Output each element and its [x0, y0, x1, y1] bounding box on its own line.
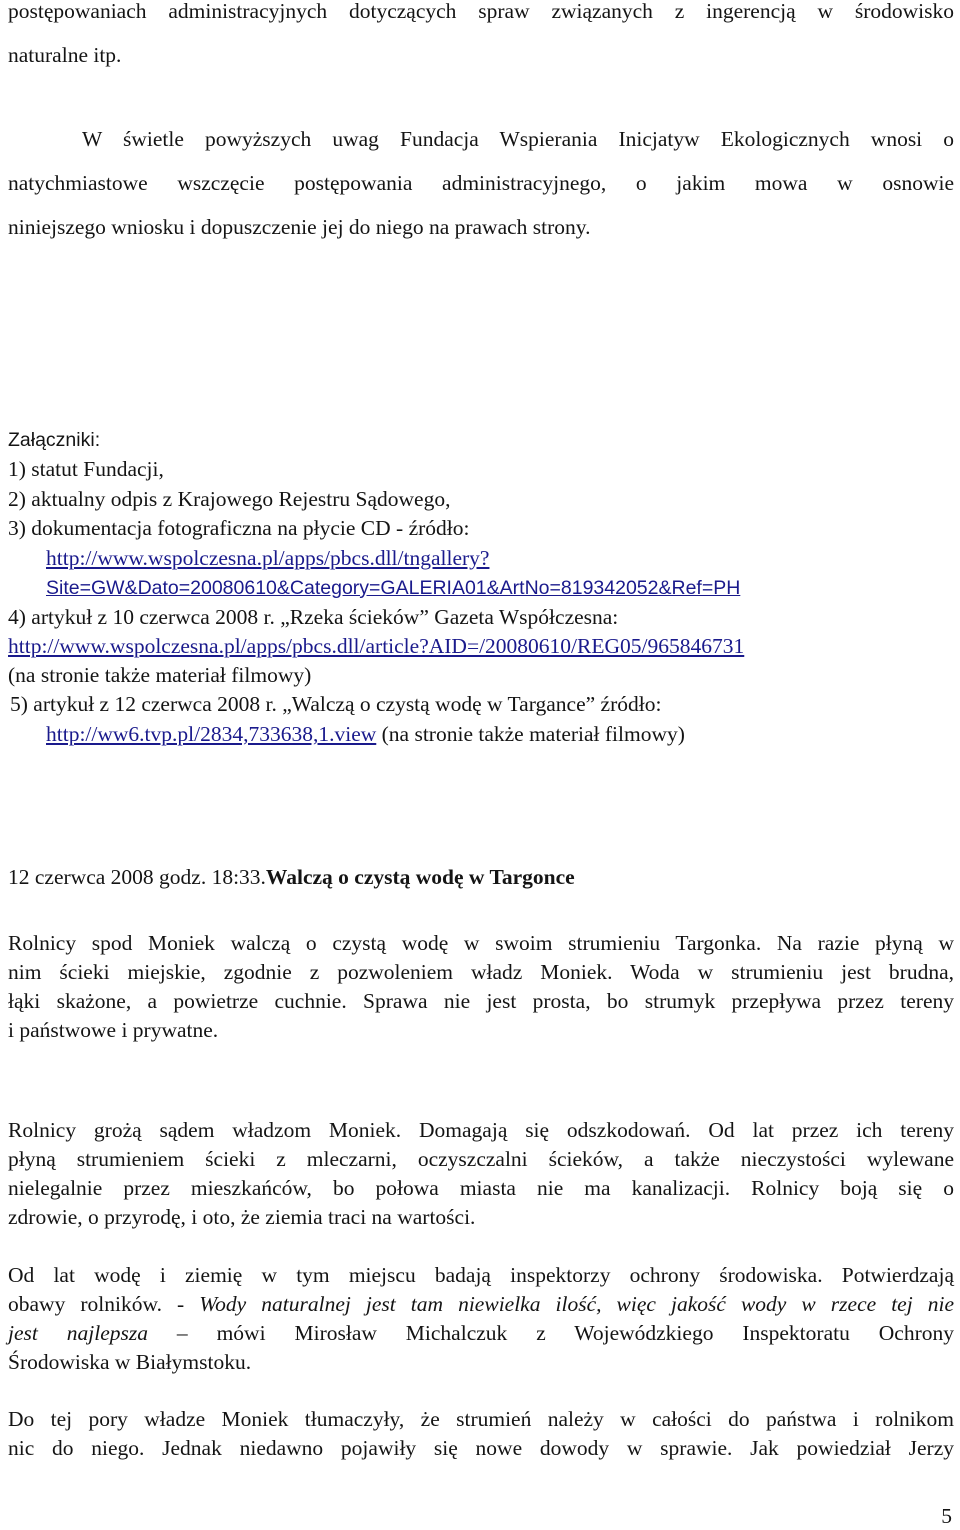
article-p1-line-3: łąki skażone, a powietrze cuchnie. Sprawa nie jest prosta, bo strumyk przepływa przez tereny [8, 989, 954, 1013]
article-p2-line-3: nielegalnie przez mieszkańców, bo połowa miasta nie ma kanalizacji. Rolnicy boją się o [8, 1176, 954, 1200]
article-p1-line-4: i państwowe i prywatne. [8, 1018, 219, 1042]
request-line-1: W świetle powyższych uwag Fundacja Wspierania Inicjatyw Ekologicznych wnosi o [82, 127, 954, 151]
article-title: Walczą o czystą wodę w Targonce [265, 865, 575, 889]
article-p1-line-1: Rolnicy spod Moniek walczą o czystą wodę w swoim strumieniu Targonka. Na razie płyną w [8, 931, 954, 955]
article-dateline: 12 czerwca 2008 godz. 18:33. [8, 865, 266, 889]
attachment-item-2: 2) aktualny odpis z Krajowego Rejestru Sądowego, [8, 487, 451, 511]
article-quote-part-1: Wody naturalnej jest tam niewielka ilość, więc jakość wody w rzece tej nie [199, 1292, 954, 1316]
article-p3-line-3 [8, 1320, 954, 1346]
article-p4-line-2: nic do niego. Jednak niedawno pojawiły się nowe dowody w sprawie. Jak powiedział Jerzy [8, 1436, 954, 1460]
intro-line-2: naturalne itp. [8, 43, 122, 67]
attachment-item-3-link-a[interactable] [46, 545, 954, 571]
intro-line-1: postępowaniach administracyjnych dotyczących spraw związanych z ingerencją w środowisko [8, 0, 954, 23]
article-p4-line-1: Do tej pory władze Moniek tłumaczyły, że strumień należy w całości do państwa i rolnikom [8, 1407, 954, 1431]
attachment-item-1: 1) statut Fundacji, [8, 457, 164, 481]
attachment-item-3 [8, 515, 954, 541]
attachment-item-5-note: (na stronie także materiał filmowy) [376, 722, 685, 746]
attachment-item-4: 4) artykuł z 10 czerwca 2008 r. „Rzeka ścieków” Gazeta Współczesna: [8, 605, 619, 629]
gallery-link[interactable]: http://www.wspolczesna.pl/apps/pbcs.dll/tngallery? [46, 546, 490, 570]
attachment-item-5: 5) artykuł z 12 czerwca 2008 r. „Walczą o czystą wodę w Targance” źródło: [10, 692, 662, 716]
article-p3-line-2 [8, 1291, 954, 1317]
attachment-item-3-link-b[interactable] [46, 574, 954, 601]
article-p3-line-4: Środowiska w Białymstoku. [8, 1350, 252, 1374]
article-p3-line-3-plain: – mówi Mirosław Michalczuk z Wojewódzkiego Inspektoratu Ochrony [148, 1321, 954, 1345]
article-p2-line-4: zdrowie, o przyrodę, i oto, że ziemia traci na wartości. [8, 1205, 476, 1229]
request-line-2: natychmiastowe wszczęcie postępowania administracyjnego, o jakim mowa w osnowie [8, 171, 954, 195]
attachment-item-4-note: (na stronie także materiał filmowy) [8, 663, 312, 687]
article-p3-line-2-plain: obawy rolników. - [8, 1292, 200, 1316]
attachment-item-3-text: 3) dokumentacja fotograficzna na płycie CD - źródło: [8, 516, 470, 540]
article-heading [8, 864, 954, 890]
page-number: 5 [941, 1504, 952, 1528]
article-link[interactable]: http://www.wspolczesna.pl/apps/pbcs.dll/article?AID=/20080610/REG05/965846731 [8, 634, 745, 658]
request-line-3: niniejszego wniosku i dopuszczenie jej do niego na prawach strony. [8, 215, 591, 239]
tvp-link[interactable]: http://ww6.tvp.pl/2834,733638,1.view [46, 722, 377, 746]
attachments-heading: Załączniki: [8, 429, 101, 451]
attachment-item-5-link-row [46, 721, 954, 747]
article-quote-part-2: jest najlepsza [8, 1321, 148, 1345]
attachment-item-4-link-row[interactable] [8, 633, 954, 659]
article-p1-line-2: nim ścieki miejskie, zgodnie z pozwoleniem władz Moniek. Woda w strumieniu jest brudna, [8, 960, 954, 984]
article-p3-line-1: Od lat wodę i ziemię w tym miejscu badają inspektorzy ochrony środowiska. Potwierdzają [8, 1263, 954, 1287]
gallery-link-continued[interactable]: Site=GW&Dato=20080610&Category=GALERIA01&ArtNo=819342052&Ref=PH [46, 577, 741, 599]
article-p2-line-1: Rolnicy grożą sądem władzom Moniek. Domagają się odszkodowań. Od lat przez ich tereny [8, 1118, 954, 1142]
article-p2-line-2: płyną strumieniem ścieki z mleczarni, oczyszczalni ścieków, a także nieczystości wylewane [8, 1147, 954, 1171]
